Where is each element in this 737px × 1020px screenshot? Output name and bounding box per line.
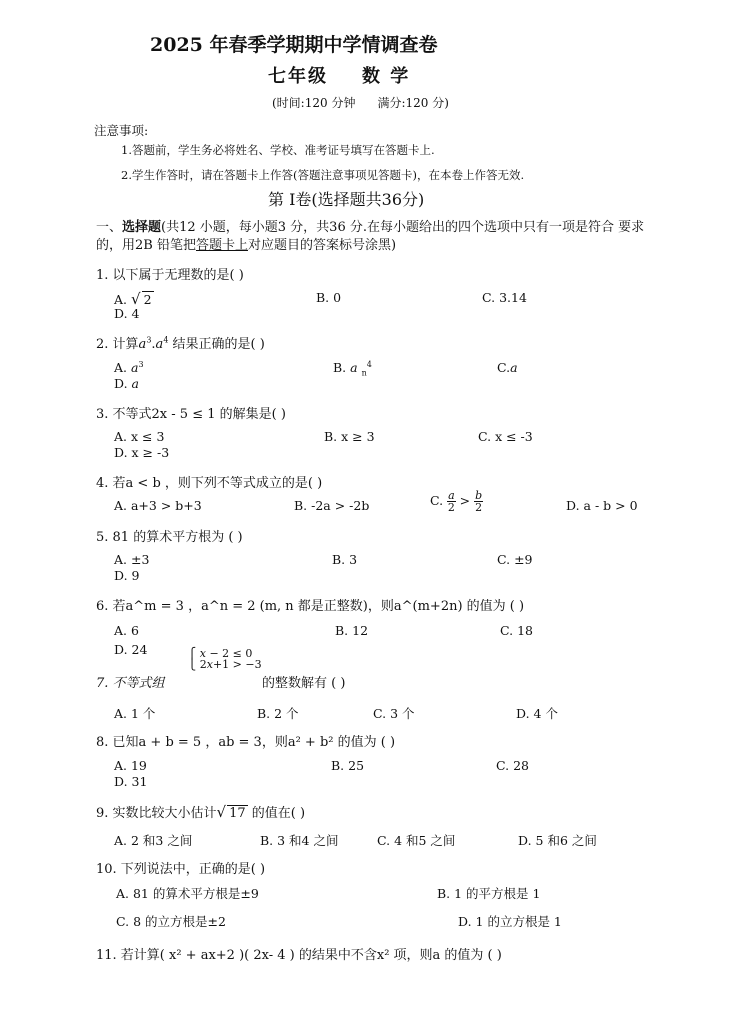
full-score: 满分:120 分)	[377, 96, 449, 110]
option-5d: D. 9	[114, 568, 140, 583]
option-9a: A. 2 和3 之间	[114, 833, 193, 848]
question-6: 6. 若a^m = 3 ，a^n = 2 (m, n 都是正整数)，则a^(m+2n) 的值为 ( )	[96, 599, 525, 614]
note-item: 2.学生作答时，请在答题卡上作答(答题注意事项见答题卡)，在本卷上作答无效.	[121, 168, 525, 182]
option-1d: D. 4	[114, 306, 140, 321]
option-7c: C. 3 个	[373, 706, 415, 721]
grade-subject	[268, 62, 444, 88]
option-2b: B. a $_n^4$	[333, 360, 372, 378]
option-5a: A. ±3	[114, 552, 150, 567]
option-10a: A. 81 的算术平方根是±9	[116, 886, 259, 901]
option-3b: B. x ≥ 3	[324, 429, 375, 444]
note-item: 1.答题前，学生务必将姓名、学校、准考证号填写在答题卡上.	[121, 143, 435, 157]
question-8: 8. 已知a + b = 5 ，ab = 3，则a² + b² 的值为 ( )	[96, 735, 396, 750]
option-7b: B. 2 个	[257, 706, 299, 721]
exam-time-info	[272, 94, 471, 111]
option-7d: D. 4 个	[516, 706, 558, 721]
grade-label: 七年级	[268, 66, 328, 87]
option-8d: D. 31	[114, 774, 148, 789]
option-10b: B. 1 的平方根是 1	[437, 886, 541, 901]
option-6a: A. 6	[114, 623, 139, 638]
part-bold: 选择题	[122, 220, 162, 235]
option-9d: D. 5 和6 之间	[518, 833, 597, 848]
option-10c: C. 8 的立方根是±2	[116, 914, 226, 929]
option-8a: A. 19	[114, 758, 147, 773]
section-title: 第 Ⅰ卷(选择题共36分)	[268, 190, 425, 209]
option-8c: C. 28	[496, 758, 529, 773]
option-7a: A. 1 个	[114, 706, 156, 721]
question-7-tail: 的整数解有 ( )	[262, 676, 346, 691]
question-10: 10. 下列说法中，正确的是( )	[96, 862, 266, 877]
option-2c: C.a	[497, 360, 518, 375]
part-text: (共12 小题，每小题3 分，共36 分.在每小题给出的四个选项中只有一项是符合 要求的，用2B 铅笔把	[96, 220, 645, 253]
option-9c: C. 4 和5 之间	[377, 833, 456, 848]
notes-heading: 注意事项:	[94, 123, 149, 138]
option-2d: D. a	[114, 376, 139, 391]
option-6b: B. 12	[335, 623, 369, 638]
option-3d: D. x ≥ -3	[114, 445, 170, 460]
option-4d: D. a - b > 0	[566, 498, 638, 513]
part-text-end: 对应题目的答案标号涂黑)	[247, 238, 397, 253]
question-3: 3. 不等式2x - 5 ≤ 1 的解集是( )	[96, 407, 286, 422]
time-limit: (时间:120 分钟	[272, 96, 356, 110]
option-4b: B. -2a > -2b	[294, 498, 370, 513]
part-one-instructions	[96, 219, 656, 255]
sqrt-value: 2	[143, 292, 152, 307]
option-10d: D. 1 的立方根是 1	[458, 914, 562, 929]
option-3c: C. x ≤ -3	[478, 429, 533, 444]
question-5: 5. 81 的算术平方根为 ( )	[96, 530, 243, 545]
option-1b: B. 0	[316, 290, 342, 305]
question-2: 2. 计算$a^3.a^4$ 结果正确的是( )	[96, 335, 265, 352]
question-9: 9. 实数比较大小估计√ 17 的值在( )	[96, 803, 306, 821]
option-2a: A. $a^3$	[114, 360, 144, 376]
option-1c: C. 3.14	[482, 290, 527, 305]
question-7: 7. 不等式组	[96, 676, 165, 691]
exam-title: 2025 年春季学期期中学情调查卷	[150, 34, 438, 56]
option-5c: C. ±9	[497, 552, 533, 567]
answer-card-underlined: 答题卡上	[195, 238, 248, 253]
option-6c: C. 18	[500, 623, 533, 638]
question-4: 4. 若a < b ，则下列不等式成立的是( )	[96, 476, 323, 491]
option-5b: B. 3	[332, 552, 358, 567]
option-1a: A. √ 2	[114, 290, 152, 308]
inequality-system: ⎧ x − 2 ≤ 0 ⎩ 2x+1 > −3	[188, 647, 262, 671]
option-9b: B. 3 和4 之间	[260, 833, 339, 848]
option-3a: A. x ≤ 3	[114, 429, 165, 444]
option-8b: B. 25	[331, 758, 365, 773]
option-4c: C. $\frac{a}{2}$ > $\frac{b}{2}$	[430, 489, 483, 514]
question-1: 1. 以下属于无理数的是( )	[96, 268, 244, 283]
option-4a: A. a+3 > b+3	[114, 498, 202, 513]
subject-label: 数 学	[362, 66, 411, 87]
question-11: 11. 若计算( x² + ax+2 )( 2x- 4 ) 的结果中不含x² 项，则a 的值为 ( )	[96, 948, 502, 963]
part-prefix: 一、	[96, 220, 123, 235]
option-6d: D. 24	[114, 642, 148, 657]
